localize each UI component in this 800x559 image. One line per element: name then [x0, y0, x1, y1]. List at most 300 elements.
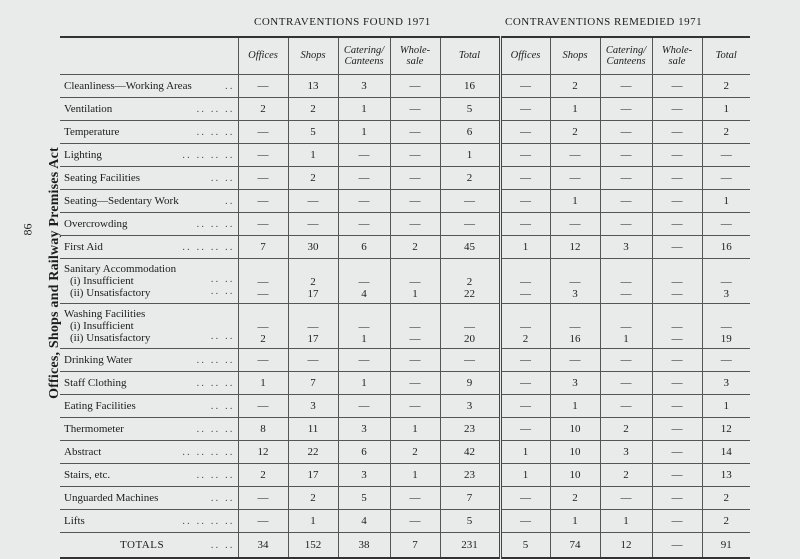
cell-value-2: 19 [720, 333, 732, 345]
table-cell: — [702, 213, 750, 236]
row-label [60, 236, 238, 259]
table-cell [500, 259, 550, 304]
table-cell: 2 [600, 464, 652, 487]
table-cell: 1 [702, 395, 750, 418]
table-cell: — [600, 144, 652, 167]
table-cell: 1 [550, 395, 600, 418]
table-cell: — [440, 349, 500, 372]
row-label-text: Drinking Water [64, 354, 133, 366]
table-cell: 2 [600, 418, 652, 441]
table-cell: 1 [288, 510, 338, 533]
table-cell: 2 [390, 441, 440, 464]
table-cell: — [500, 510, 550, 533]
row-label-text: First Aid [64, 241, 103, 253]
table-cell: — [500, 190, 550, 213]
col-header: Shops [288, 37, 338, 75]
leader-dots: .. .. [210, 492, 235, 504]
table-cell: — [500, 395, 550, 418]
row-label [60, 395, 238, 418]
cell-value-1: — [464, 321, 475, 333]
table-cell: — [390, 75, 440, 98]
cell-value-2: — [620, 288, 632, 300]
table-cell [390, 259, 440, 304]
table-cell: — [390, 144, 440, 167]
leader-dots: .. [225, 195, 235, 207]
table-cell: — [550, 213, 600, 236]
table-cell: 3 [338, 75, 390, 98]
totals-cell: 5 [500, 533, 550, 559]
table-cell: 2 [390, 236, 440, 259]
table-row [60, 236, 750, 259]
cell-value-2: 17 [307, 288, 319, 300]
table-cell: 3 [702, 372, 750, 395]
table-cell: — [652, 75, 702, 98]
row-label [60, 304, 238, 349]
leader-dots: .. [225, 80, 235, 92]
row-label [60, 510, 238, 533]
totals-cell: 7 [390, 533, 440, 559]
heading-found: CONTRAVENTIONS FOUND 1971 [254, 16, 431, 28]
table-cell: — [390, 167, 440, 190]
table-cell: — [390, 395, 440, 418]
table-row [60, 349, 750, 372]
table-cell [600, 304, 652, 349]
cell-value-1: — [257, 276, 269, 288]
col-header: Whole- sale [652, 37, 702, 75]
table-row [60, 441, 750, 464]
table-cell: — [652, 144, 702, 167]
table-cell: 16 [440, 75, 500, 98]
table-cell: 6 [440, 121, 500, 144]
table-cell: — [652, 464, 702, 487]
table-cell: — [238, 190, 288, 213]
row-label-text: Overcrowding [64, 218, 128, 230]
leader-dots: .. .. [210, 539, 235, 551]
table-cell: — [500, 121, 550, 144]
leader-dots: .. .. .. [196, 103, 235, 115]
table-cell: 1 [338, 372, 390, 395]
table-cell: — [600, 487, 652, 510]
table-cell: — [652, 510, 702, 533]
table-cell: — [390, 372, 440, 395]
row-label [60, 418, 238, 441]
table-cell [238, 304, 288, 349]
table-row [60, 167, 750, 190]
table-row [60, 98, 750, 121]
table-cell: 1 [500, 236, 550, 259]
table-row [60, 395, 750, 418]
table-cell: 2 [702, 510, 750, 533]
table-cell: — [652, 98, 702, 121]
table-cell: — [338, 144, 390, 167]
table-cell: — [600, 395, 652, 418]
totals-label-text: TOTALS [120, 539, 165, 551]
table-cell: 10 [550, 441, 600, 464]
row-label-text: Stairs, etc. [64, 469, 111, 481]
table-cell [288, 259, 338, 304]
table-cell: 2 [288, 167, 338, 190]
cell-value-1: — [520, 321, 531, 333]
cell-value-2: 2 [522, 333, 529, 345]
group-heading: Washing Facilities [64, 308, 146, 320]
table-cell: — [550, 349, 600, 372]
table-cell: — [288, 190, 338, 213]
table-row [60, 510, 750, 533]
table-cell [600, 259, 652, 304]
cell-value-1: — [257, 321, 269, 333]
table-cell: — [238, 510, 288, 533]
table-cell: 17 [288, 464, 338, 487]
table-cell: — [652, 487, 702, 510]
table-row [60, 190, 750, 213]
table-cell: 13 [288, 75, 338, 98]
sub-label-text: (ii) Unsatisfactory [70, 287, 151, 299]
col-header: Whole- sale [390, 37, 440, 75]
table-cell: 1 [338, 121, 390, 144]
contraventions-table [60, 36, 750, 559]
table-row [60, 304, 750, 349]
cell-value-1: — [307, 321, 319, 333]
table-cell: 1 [600, 510, 652, 533]
leader-dots: .. .. [210, 400, 235, 412]
table-cell: 23 [440, 464, 500, 487]
totals-cell: 152 [288, 533, 338, 559]
table-cell: — [238, 487, 288, 510]
totals-cell: 74 [550, 533, 600, 559]
leader-dots: .. .. .. .. [182, 515, 235, 527]
table-row [60, 487, 750, 510]
table-cell: — [390, 190, 440, 213]
table-cell: 3 [338, 464, 390, 487]
col-header: Offices [500, 37, 550, 75]
table-cell: — [338, 167, 390, 190]
side-title: Offices, Shops and Railway Premises Act [47, 147, 62, 399]
table-cell: 1 [390, 464, 440, 487]
table-cell: — [238, 121, 288, 144]
table-cell: 3 [600, 236, 652, 259]
table-cell: 5 [440, 98, 500, 121]
leader-dots: .. .. [210, 172, 235, 184]
table-cell: — [652, 441, 702, 464]
table-cell: — [600, 372, 652, 395]
table-cell: 2 [238, 464, 288, 487]
table-cell: 16 [702, 236, 750, 259]
table-cell: 10 [550, 418, 600, 441]
table-cell: 11 [288, 418, 338, 441]
cell-value-2: 20 [464, 333, 475, 345]
table-cell: — [390, 510, 440, 533]
totals-cell: 12 [600, 533, 652, 559]
cell-value-2: 17 [307, 333, 319, 345]
row-label [60, 487, 238, 510]
table-cell [702, 304, 750, 349]
table-cell: 1 [338, 98, 390, 121]
header-blank [60, 37, 238, 75]
table-cell: — [652, 167, 702, 190]
table-cell: 7 [288, 372, 338, 395]
row-label-text: Cleanliness—Working Areas [64, 80, 192, 92]
leader-dots: .. .. .. .. [182, 446, 235, 458]
table-cell: 9 [440, 372, 500, 395]
table-cell: 1 [500, 464, 550, 487]
cell-value-1: — [620, 276, 632, 288]
table-cell: 2 [288, 487, 338, 510]
col-header: Catering/ Canteens [338, 37, 390, 75]
group-heading: Sanitary Accommodation [64, 263, 177, 275]
leader-dots: .. .. .. [196, 354, 235, 366]
leader-dots: .. .. [210, 330, 235, 342]
cell-value-2: 16 [569, 333, 581, 345]
totals-row [60, 533, 750, 559]
table-cell: 3 [288, 395, 338, 418]
row-label-text: Ventilation [64, 103, 113, 115]
sub-label-2 [64, 332, 238, 344]
table-cell: — [390, 487, 440, 510]
table-cell: 1 [550, 510, 600, 533]
row-label [60, 259, 238, 304]
table-cell: — [238, 144, 288, 167]
table-cell: — [338, 213, 390, 236]
table-row [60, 259, 750, 304]
table-cell: — [440, 213, 500, 236]
table-cell [440, 259, 500, 304]
table-cell: — [390, 121, 440, 144]
cell-value-1: — [671, 321, 683, 333]
cell-value-1: 2 [466, 276, 473, 288]
cell-value-1: — [671, 276, 683, 288]
table-cell: — [500, 349, 550, 372]
col-header: Catering/ Canteens [600, 37, 652, 75]
cell-value-1: — [720, 276, 732, 288]
row-label [60, 464, 238, 487]
table-cell: — [600, 167, 652, 190]
table-cell: 12 [238, 441, 288, 464]
table-cell: — [500, 167, 550, 190]
cell-value-1: — [569, 276, 581, 288]
table-cell: — [238, 349, 288, 372]
heading-remedied: CONTRAVENTIONS REMEDIED 1971 [505, 16, 703, 28]
table-cell: 2 [550, 75, 600, 98]
table-cell: — [600, 98, 652, 121]
table-cell [338, 304, 390, 349]
table-cell: — [238, 75, 288, 98]
leader-dots: .. .. .. [196, 218, 235, 230]
row-label [60, 98, 238, 121]
totals-cell: 231 [440, 533, 500, 559]
row-label-text: Unguarded Machines [64, 492, 159, 504]
row-label-text: Eating Facilities [64, 400, 136, 412]
cell-value-2: — [671, 333, 683, 345]
cell-value-1: — [358, 321, 370, 333]
table-cell: 4 [338, 510, 390, 533]
table-cell: 2 [288, 98, 338, 121]
row-label [60, 213, 238, 236]
table-cell [288, 304, 338, 349]
table-cell: 23 [440, 418, 500, 441]
table-cell: — [500, 144, 550, 167]
table-cell: 30 [288, 236, 338, 259]
row-label-text: Thermometer [64, 423, 124, 435]
leader-dots: .. .. .. .. [182, 241, 235, 253]
table-cell: 2 [238, 98, 288, 121]
table-cell: — [440, 190, 500, 213]
table-cell: — [500, 213, 550, 236]
sub-label-text: (i) Insufficient [70, 320, 134, 332]
table-cell: 1 [550, 190, 600, 213]
leader-dots: .. .. [210, 273, 235, 285]
table-cell: 1 [550, 98, 600, 121]
table-cell: — [238, 213, 288, 236]
leader-dots: .. .. .. .. [182, 149, 235, 161]
cell-value-2: — [520, 288, 531, 300]
table-cell: — [600, 75, 652, 98]
table-cell: 2 [702, 75, 750, 98]
table-cell: — [500, 372, 550, 395]
sub-label-2 [64, 287, 238, 299]
cell-value-2: 3 [723, 288, 729, 300]
table-cell: — [500, 487, 550, 510]
row-label [60, 349, 238, 372]
table-cell: — [500, 98, 550, 121]
table-cell: 3 [600, 441, 652, 464]
row-label-text: Lifts [64, 515, 85, 527]
totals-cell: 38 [338, 533, 390, 559]
table-cell: 1 [440, 144, 500, 167]
cell-value-1: — [520, 276, 531, 288]
row-label-text: Temperature [64, 126, 120, 138]
table-cell: 1 [238, 372, 288, 395]
table-cell: 2 [550, 487, 600, 510]
table-cell: — [652, 349, 702, 372]
table-row [60, 418, 750, 441]
table-cell [550, 259, 600, 304]
header-row [60, 37, 750, 75]
table-cell: 1 [500, 441, 550, 464]
row-label [60, 121, 238, 144]
row-label [60, 372, 238, 395]
table-cell: — [238, 167, 288, 190]
row-label [60, 441, 238, 464]
table-cell: 1 [288, 144, 338, 167]
cell-value-2: 22 [464, 288, 475, 300]
table-cell: 5 [440, 510, 500, 533]
table-cell: — [338, 190, 390, 213]
table-cell: — [652, 236, 702, 259]
table-row [60, 75, 750, 98]
row-label [60, 75, 238, 98]
table-cell: 6 [338, 236, 390, 259]
table-cell: 5 [338, 487, 390, 510]
table-cell: — [288, 213, 338, 236]
table-row [60, 144, 750, 167]
table-cell: — [600, 349, 652, 372]
leader-dots: .. .. .. [196, 126, 235, 138]
cell-value-2: — [671, 288, 683, 300]
table-cell: — [600, 190, 652, 213]
table-cell: 12 [550, 236, 600, 259]
table-cell: — [288, 349, 338, 372]
table-cell: 3 [440, 395, 500, 418]
leader-dots: .. .. .. [196, 423, 235, 435]
table-cell: 5 [288, 121, 338, 144]
row-label-text: Staff Clothing [64, 377, 127, 389]
table-cell: — [500, 418, 550, 441]
table-cell [440, 304, 500, 349]
table-cell: 3 [338, 418, 390, 441]
cell-value-1: — [409, 276, 421, 288]
table-cell: 8 [238, 418, 288, 441]
table-row [60, 372, 750, 395]
table-cell: 14 [702, 441, 750, 464]
table-row [60, 464, 750, 487]
table-cell: 3 [550, 372, 600, 395]
cell-value-2: 1 [623, 333, 629, 345]
table-cell [500, 304, 550, 349]
cell-value-2: — [409, 333, 421, 345]
cell-value-2: 1 [412, 288, 418, 300]
table-cell: — [652, 190, 702, 213]
table-cell: — [652, 372, 702, 395]
col-header: Offices [238, 37, 288, 75]
table-cell: 10 [550, 464, 600, 487]
col-header: Total [440, 37, 500, 75]
sub-label-text: (i) Insufficient [70, 275, 134, 287]
table-row [60, 213, 750, 236]
table-cell: 22 [288, 441, 338, 464]
leader-dots: .. .. .. [196, 469, 235, 481]
table-cell: 2 [440, 167, 500, 190]
cell-value-1: — [409, 321, 421, 333]
table-cell [238, 259, 288, 304]
table-cell: — [652, 395, 702, 418]
table-cell: — [702, 349, 750, 372]
table-cell: 1 [702, 190, 750, 213]
table-cell [390, 304, 440, 349]
table-cell [652, 259, 702, 304]
table-cell: 2 [702, 487, 750, 510]
table-cell: — [702, 167, 750, 190]
table-cell: — [390, 213, 440, 236]
table-cell: — [550, 144, 600, 167]
table-cell: — [500, 75, 550, 98]
table-cell [652, 304, 702, 349]
cell-value-1: — [569, 321, 581, 333]
sub-label-text: (ii) Unsatisfactory [70, 332, 151, 344]
table-cell: — [550, 167, 600, 190]
totals-label [60, 533, 238, 559]
totals-cell: — [652, 533, 702, 559]
table-cell: — [652, 213, 702, 236]
table-cell: 6 [338, 441, 390, 464]
cell-value-2: — [257, 288, 269, 300]
row-label-text: Lighting [64, 149, 102, 161]
row-label [60, 144, 238, 167]
row-label-text: Abstract [64, 446, 102, 458]
table-cell: 7 [440, 487, 500, 510]
table-cell: 7 [238, 236, 288, 259]
row-label [60, 190, 238, 213]
table-cell: — [338, 349, 390, 372]
cell-value-2: 2 [260, 333, 266, 345]
leader-dots: .. .. .. [196, 377, 235, 389]
table-row [60, 121, 750, 144]
table-cell: 12 [702, 418, 750, 441]
table-cell: 45 [440, 236, 500, 259]
row-label-text: Seating Facilities [64, 172, 141, 184]
table-cell: 42 [440, 441, 500, 464]
cell-value-1: — [720, 321, 732, 333]
table-cell: 13 [702, 464, 750, 487]
